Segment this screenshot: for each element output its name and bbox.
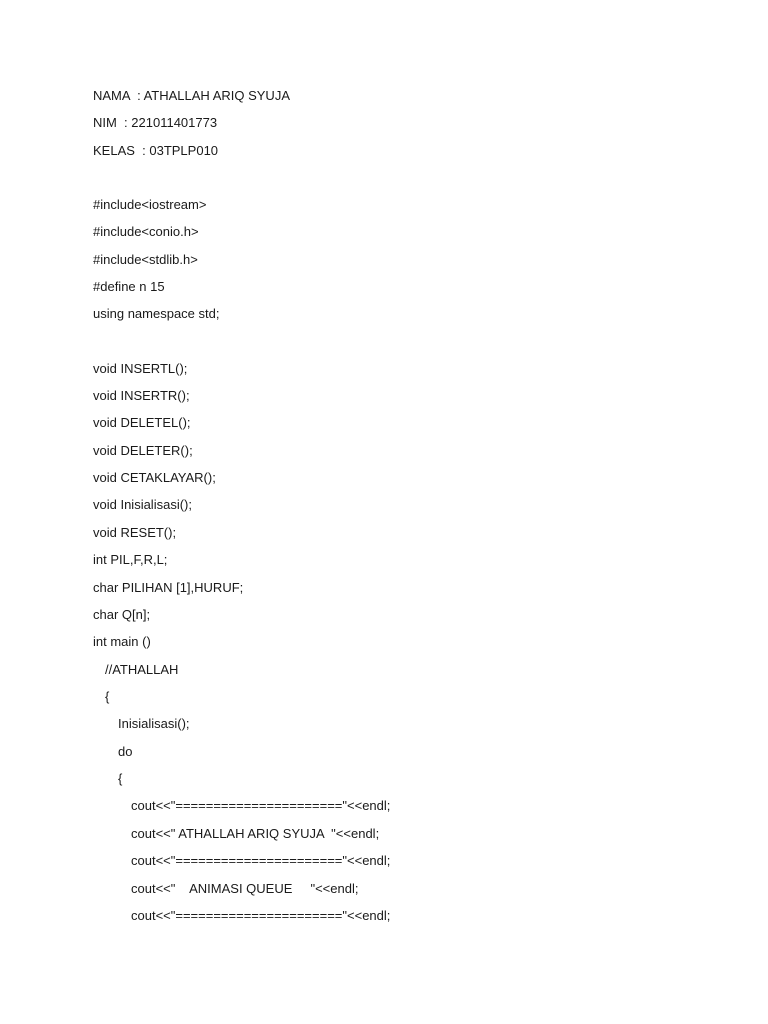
code-line: do	[118, 744, 133, 759]
code-line: using namespace std;	[93, 306, 220, 321]
code-line: #include<stdlib.h>	[93, 252, 198, 267]
code-line: void RESET();	[93, 525, 177, 540]
code-line: #include<iostream>	[93, 197, 207, 212]
code-line: void DELETER();	[93, 443, 193, 458]
code-line: void CETAKLAYAR();	[93, 470, 216, 485]
code-line: #include<conio.h>	[93, 224, 199, 239]
code-line: cout<<"======================"<<endl;	[131, 798, 391, 813]
code-line: void Inisialisasi();	[93, 497, 192, 512]
code-line: #define n 15	[93, 279, 165, 294]
code-line: void INSERTL();	[93, 361, 188, 376]
code-line: //ATHALLAH	[105, 662, 179, 677]
code-line: char Q[n];	[93, 607, 151, 622]
header-line-name: NAMA : ATHALLAH ARIQ SYUJA	[93, 88, 290, 103]
code-line: {	[118, 771, 123, 786]
code-line: {	[105, 689, 110, 704]
code-line: Inisialisasi();	[118, 716, 190, 731]
code-line: cout<<" ANIMASI QUEUE "<<endl;	[131, 881, 359, 896]
header-line-kelas: KELAS : 03TPLP010	[93, 143, 219, 158]
code-line: void DELETEL();	[93, 415, 191, 430]
code-line: int PIL,F,R,L;	[93, 552, 168, 567]
code-line: void INSERTR();	[93, 388, 190, 403]
code-line: char PILIHAN [1],HURUF;	[93, 580, 244, 595]
code-line: cout<<" ATHALLAH ARIQ SYUJA "<<endl;	[131, 826, 380, 841]
code-line: cout<<"======================"<<endl;	[131, 908, 391, 923]
code-line: int main ()	[93, 634, 151, 649]
code-line: cout<<"======================"<<endl;	[131, 853, 391, 868]
header-line-nim: NIM : 221011401773	[93, 115, 218, 130]
